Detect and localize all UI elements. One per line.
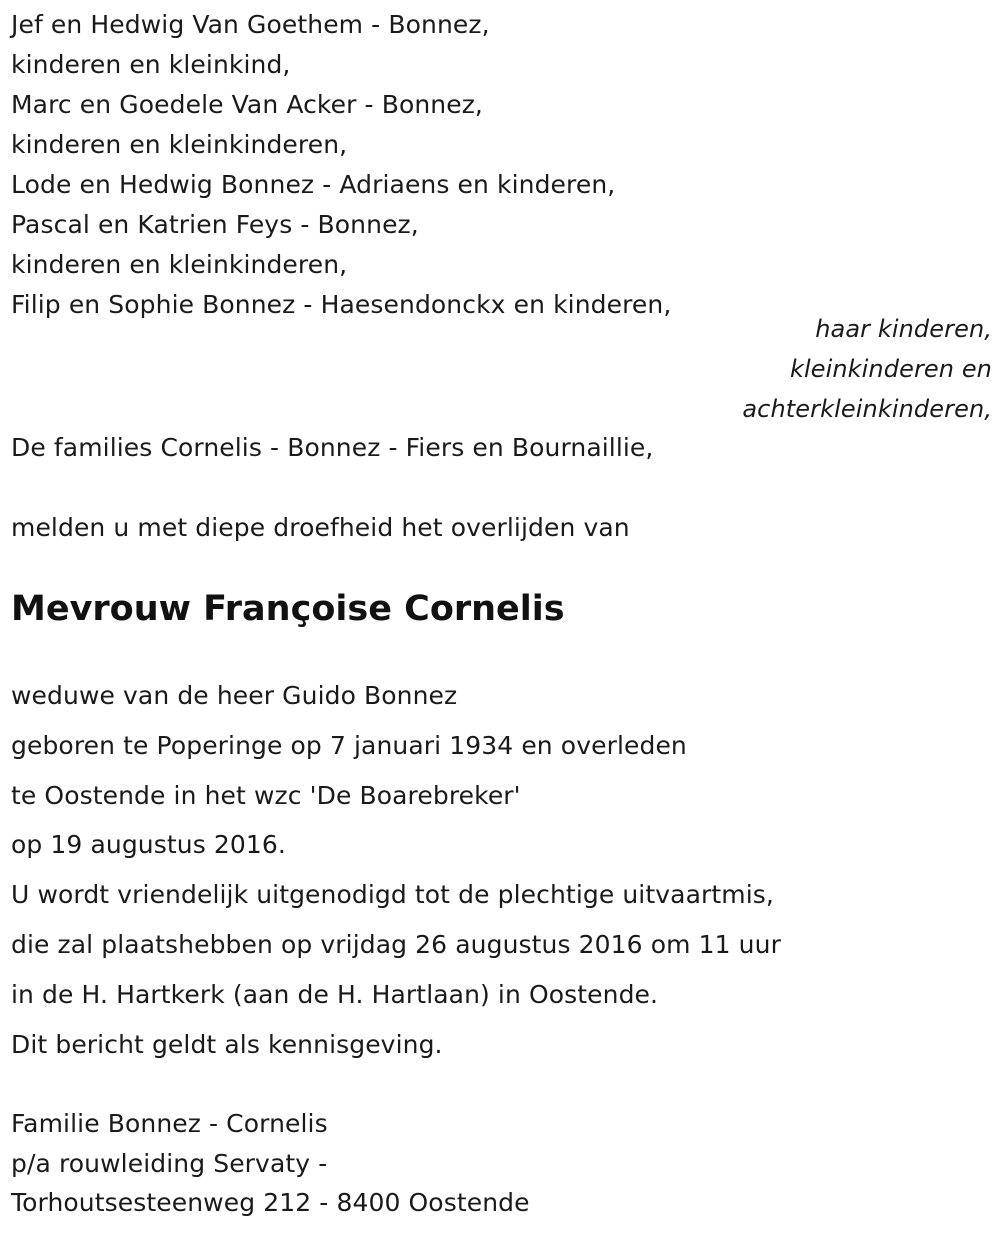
family-list [11, 5, 671, 325]
signature-line: Torhoutsesteenweg 212 - 8400 Oostende [11, 1188, 530, 1217]
detail-line: in de H. Hartkerk (aan de H. Hartlaan) in Oostende. [11, 979, 659, 1009]
details-list [11, 671, 781, 1069]
relation-line: kleinkinderen en [789, 355, 992, 383]
signature-block [11, 1104, 530, 1223]
detail-line: geboren te Poperinge op 7 januari 1934 en overleden [11, 730, 687, 760]
other-families-line: De families Cornelis - Bonnez - Fiers en Bournaillie, [11, 433, 654, 462]
family-line: Filip en Sophie Bonnez - Haesendonckx en kinderen, [11, 290, 672, 319]
detail-line: weduwe van de heer Guido Bonnez [11, 681, 458, 710]
detail-line: op 19 augustus 2016. [11, 830, 286, 860]
other-families [11, 428, 653, 468]
relation-line: haar kinderen, [815, 315, 992, 343]
family-line: Marc en Goedele Van Acker - Bonnez, [11, 90, 483, 119]
family-line: Pascal en Katrien Feys - Bonnez, [11, 210, 419, 239]
detail-line: die zal plaatshebben op vrijdag 26 augustus 2016 om 11 uur [11, 929, 781, 959]
announcement [11, 508, 630, 548]
family-line: kinderen en kleinkinderen, [11, 250, 348, 279]
detail-line: Dit bericht geldt als kennisgeving. [11, 1029, 443, 1059]
relation-note [742, 309, 992, 429]
deceased-name: Mevrouw Françoise Cornelis [11, 589, 565, 629]
family-line: Jef en Hedwig Van Goethem - Bonnez, [11, 10, 490, 39]
family-line: kinderen en kleinkind, [11, 50, 291, 79]
family-line: Lode en Hedwig Bonnez - Adriaens en kinderen, [11, 170, 616, 199]
announcement-line: melden u met diepe droefheid het overlijden van [11, 513, 630, 542]
signature-line: p/a rouwleiding Servaty - [11, 1148, 328, 1178]
detail-line: te Oostende in het wzc 'De Boarebreker' [11, 780, 521, 810]
signature-line: Familie Bonnez - Cornelis [11, 1109, 328, 1138]
relation-line: achterkleinkinderen, [742, 395, 992, 423]
family-line: kinderen en kleinkinderen, [11, 130, 348, 159]
detail-line: U wordt vriendelijk uitgenodigd tot de plechtige uitvaartmis, [11, 880, 774, 910]
